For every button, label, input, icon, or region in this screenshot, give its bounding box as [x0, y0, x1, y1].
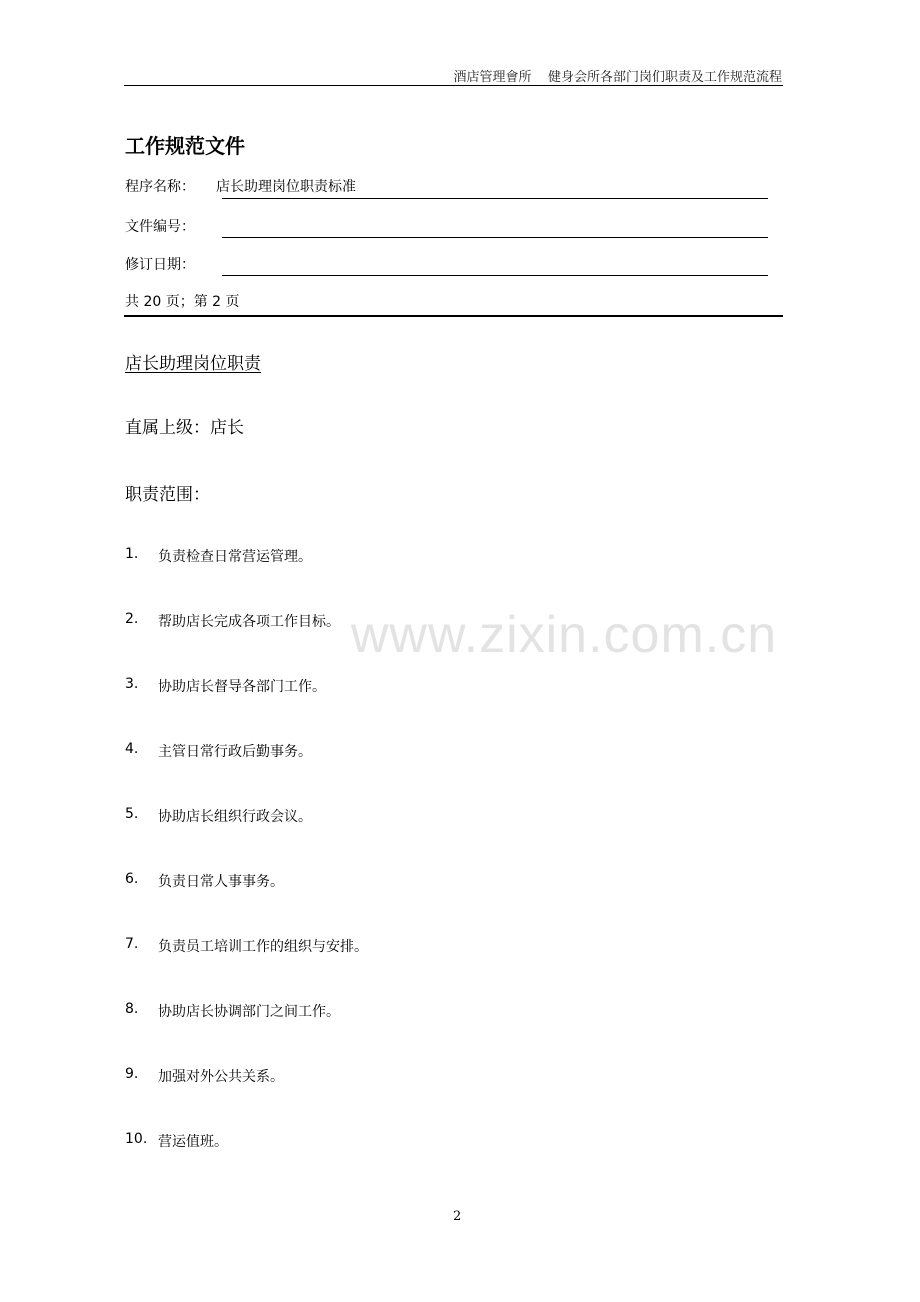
item-text: 协助店长协调部门之间工作。 — [158, 1004, 340, 1020]
item-number: 1. — [125, 546, 139, 562]
running-header — [453, 66, 782, 85]
item-number: 5. — [125, 806, 139, 822]
title-block-divider — [124, 315, 783, 317]
item-text: 协助店长组织行政会议。 — [158, 809, 312, 825]
item-number: 8. — [125, 1001, 139, 1017]
item-text: 负责检查日常营运管理。 — [158, 549, 312, 565]
watermark: www.zixin.com.cn — [350, 606, 778, 664]
header-divider — [124, 85, 783, 86]
item-text: 加强对外公共关系。 — [158, 1069, 284, 1085]
item-number: 7. — [125, 936, 139, 952]
page-number: 2 — [453, 1209, 462, 1224]
header-company: 酒店管理會所 — [453, 70, 532, 85]
program-name-label: 程序名称： — [125, 179, 195, 195]
item-text: 负责员工培训工作的组织与安排。 — [158, 939, 368, 955]
item-text: 主管日常行政后勤事务。 — [158, 744, 312, 760]
item-text: 营运值班。 — [158, 1134, 228, 1150]
page-count: 共 20 页；第 2 页 — [125, 294, 240, 310]
program-name-value: 店长助理岗位职责标准 — [216, 179, 356, 195]
program-name-underline — [222, 198, 768, 199]
scope-label: 职责范围： — [125, 485, 210, 505]
header-document-title: 健身会所各部门岗们职责及工作规范流程 — [547, 70, 782, 85]
item-number: 10. — [125, 1131, 148, 1147]
item-number: 4. — [125, 741, 139, 757]
revision-date-label: 修订日期： — [125, 257, 195, 273]
item-number: 2. — [125, 611, 139, 627]
revision-date-underline — [222, 275, 768, 276]
direct-superior: 直属上级：店长 — [125, 418, 244, 438]
item-number: 9. — [125, 1066, 139, 1082]
section-title: 店长助理岗位职责 — [125, 354, 261, 374]
item-number: 3. — [125, 676, 139, 692]
item-number: 6. — [125, 871, 139, 887]
file-number-underline — [222, 237, 768, 238]
item-text: 负责日常人事事务。 — [158, 874, 284, 890]
document-title: 工作规范文件 — [125, 134, 245, 158]
file-number-label: 文件编号： — [125, 219, 195, 235]
item-text: 帮助店长完成各项工作目标。 — [158, 614, 340, 630]
item-text: 协助店长督导各部门工作。 — [158, 679, 326, 695]
